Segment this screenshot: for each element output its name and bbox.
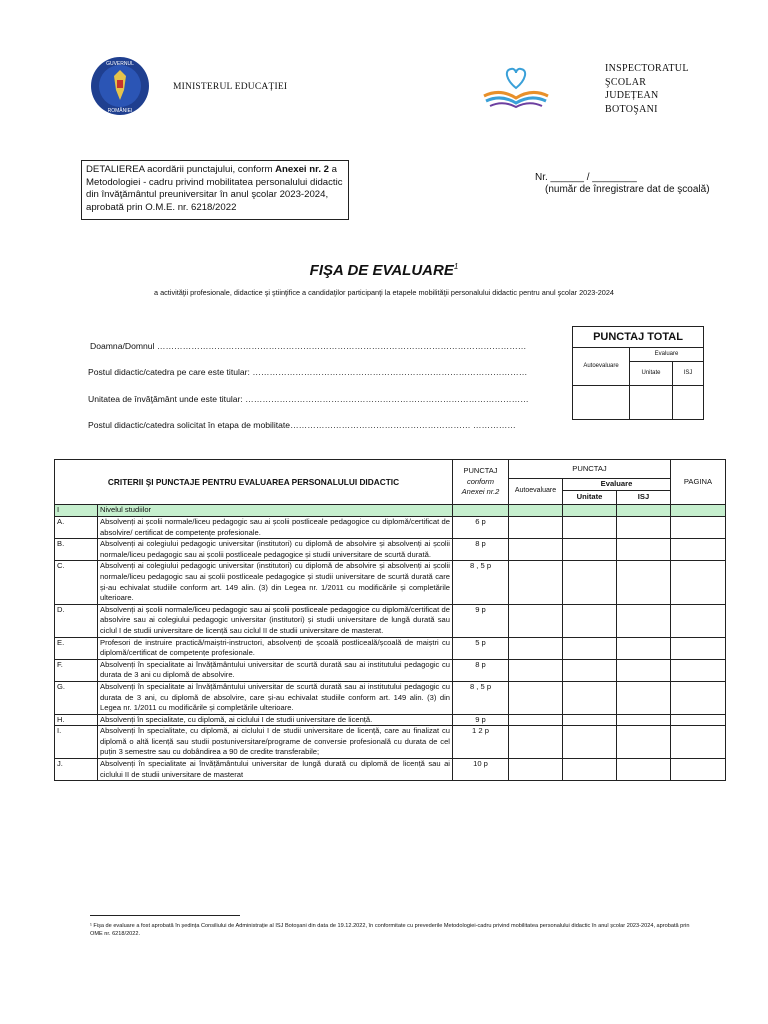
row-text: Absolvenți ai școlii normale/liceu pedagogic sau ai școlii postliceale pedagogice cu diplomă/certificat de absolvire sau ai colegiului pedagogic universitar (institutori) și studii universitare de lungă durată sau ciclul I de studii universitare de licență sau ciclul II de studii universitare de masterat. (98, 604, 453, 637)
section-cell (563, 505, 617, 517)
isj-cell[interactable] (617, 659, 671, 681)
table-row (55, 539, 726, 561)
footnote: ¹ Fișa de evaluare a fost aprobată în ședința Consiliului de Administrație al ISJ Botoșani din data de 19.12.2022, în conformitate cu prevederile Metodologiei-cadru privind mobilitatea personalului didactic în anul școlar 2023-2024, aprobată prin OME nr. 6218/2022. (90, 923, 690, 937)
isj-header: ISJ (617, 491, 671, 505)
page-subtitle: a activităţii profesionale, didactice şi ştiinţifice a candidaţilor participanţi la etapele mobilităţii personalului didactic pentru anul şcolar 2023-2024 (154, 288, 614, 297)
row-text: Absolvenți ai colegiului pedagogic universitar (institutori) cu diplomă de absolvire și absolvenți ai școlii normale/liceu pedagogic sau ai școlii postliceale pedagogice și studii universitare de scurtă durată care și-au echivalat studiile conform art. 149 alin. (3) din Legea nr. 1/2011 cu modificările și completările ulterioare. (98, 561, 453, 604)
field-titular-post: Postul didactic/catedra pe care este titular: …………………………………………………………………………………… (88, 367, 528, 377)
total-autoevaluare-label: Autoevaluare (573, 347, 630, 386)
autoevaluare-cell[interactable] (509, 517, 563, 539)
row-points: 9 p (453, 714, 509, 726)
row-text: Absolvenți ai școlii normale/liceu pedagogic sau ai școlii postliceale pedagogice cu diplomă/certificat de absolvire/ certificat de competențe profesionale. (98, 517, 453, 539)
row-code: G. (55, 681, 98, 714)
detail-box (81, 160, 349, 220)
isj-cell[interactable] (617, 726, 671, 759)
autoevaluare-cell[interactable] (509, 539, 563, 561)
table-row (55, 517, 726, 539)
pagina-cell[interactable] (671, 539, 726, 561)
footnote-separator (90, 915, 240, 916)
inspectorate-line: BOTOŞANI (605, 103, 658, 115)
inspectorate-name (605, 62, 689, 116)
unitate-cell[interactable] (563, 759, 617, 781)
pagina-cell[interactable] (671, 561, 726, 604)
row-text: Absolvenți în specialitate ai învățământului universitar de lungă durată cu diplomă de licență sau ai ciclului II de studii universitare de masterat (98, 759, 453, 781)
row-code: I. (55, 726, 98, 759)
criteria-header: CRITERII ŞI PUNCTAJE PENTRU EVALUAREA PERSONALULUI DIDACTIC (55, 460, 453, 505)
pagina-cell[interactable] (671, 726, 726, 759)
unitate-cell[interactable] (563, 659, 617, 681)
detail-annex: Anexei nr. 2 (275, 164, 329, 175)
row-text: Absolvenți în specialitate ai învățământului universitar de scurtă durată sau ai institutului pedagogic cu durata de 3 ani, cu diplomă de absolvire, care și-au echivalat studiile conform art. 149 alin. (3) din Legea nr. 1/2011 cu modificările și completările ulterioare. (98, 681, 453, 714)
punctaj-conform-header (453, 460, 509, 505)
punctaj-header: PUNCTAJ (509, 460, 671, 479)
punctaj-conform-line: Anexei nr.2 (461, 487, 500, 497)
evaluation-table (54, 459, 726, 781)
section-cell (671, 505, 726, 517)
unitate-cell[interactable] (563, 726, 617, 759)
total-divider (629, 385, 630, 419)
total-score-title: PUNCTAJ TOTAL (573, 327, 703, 348)
isj-cell[interactable] (617, 637, 671, 659)
total-isj-label: ISJ (673, 362, 703, 386)
isj-cell[interactable] (617, 604, 671, 637)
field-requested-post: Postul didactic/catedra solicitat în etapa de mobilitate……………………………………………………… …………… (88, 420, 516, 430)
section-row (55, 505, 726, 517)
row-code: C. (55, 561, 98, 604)
table-row (55, 659, 726, 681)
title-footnote-mark: 1 (453, 262, 459, 271)
page-title (0, 262, 768, 279)
table-row (55, 561, 726, 604)
row-points: 9 p (453, 604, 509, 637)
row-text: Absolvenți în specialitate, cu diplomă, ai ciclului I de studii universitare de licență, care au finalizat cu diplomă o altă licență sau studii postuniversitare/programe de conversie profesională cu durata de cel puțin 3 semestre sau cu dobândirea a 90 de credite transferabile; (98, 726, 453, 759)
svg-text:ROMÂNIEI: ROMÂNIEI (107, 108, 133, 114)
row-text: Absolvenți ai colegiului pedagogic universitar (institutori) cu diplomă de absolvire și absolvenți ai școlii normale/liceu pedagogic sau ai școlii postliceale pedagogice și studii universitare de scurtă durată. (98, 539, 453, 561)
row-points: 5 p (453, 637, 509, 659)
autoevaluare-cell[interactable] (509, 759, 563, 781)
autoevaluare-header: Autoevaluare (509, 479, 563, 505)
punctaj-conform-line: PUNCTAJ (463, 466, 498, 476)
government-logo (90, 56, 150, 116)
pagina-cell[interactable] (671, 681, 726, 714)
svg-text:GUVERNUL: GUVERNUL (106, 61, 134, 67)
detail-suffix: a Metodologiei - cadru privind mobilitatea personalului didactic din învăţământul preuniversitar în anul şcolar 2023-2024, aprobată prin O.M.E. nr. 6218/2022 (86, 164, 343, 213)
row-code: E. (55, 637, 98, 659)
unitate-cell[interactable] (563, 681, 617, 714)
row-code: A. (55, 517, 98, 539)
pagina-cell[interactable] (671, 714, 726, 726)
row-text: Absolvenți în specialitate, cu diplomă, ai ciclului I de studii universitare de licență. (98, 714, 453, 726)
isj-cell[interactable] (617, 681, 671, 714)
inspectorate-line: ŞCOLAR (605, 76, 647, 88)
unitate-cell[interactable] (563, 561, 617, 604)
registration-number: Nr. ______ / ________ (535, 172, 637, 183)
pagina-cell[interactable] (671, 637, 726, 659)
unitate-cell[interactable] (563, 604, 617, 637)
autoevaluare-cell[interactable] (509, 726, 563, 759)
unitate-cell[interactable] (563, 714, 617, 726)
registration-note: (număr de înregistrare dat de şcoală) (545, 184, 710, 195)
field-school-unit: Unitatea de învăţământ unde este titular: ……………………………………………………………………………………… (88, 394, 529, 404)
section-cell (453, 505, 509, 517)
row-points: 10 p (453, 759, 509, 781)
unitate-cell[interactable] (563, 517, 617, 539)
evaluare-header: Evaluare (563, 479, 671, 491)
total-evaluare-label: Evaluare (630, 347, 703, 362)
unitate-cell[interactable] (563, 637, 617, 659)
isj-cell[interactable] (617, 714, 671, 726)
autoevaluare-cell[interactable] (509, 681, 563, 714)
section-cell (509, 505, 563, 517)
inspectorate-logo (480, 66, 552, 110)
isj-cell[interactable] (617, 517, 671, 539)
row-points: 8 , 5 p (453, 681, 509, 714)
row-points: 6 p (453, 517, 509, 539)
row-code: D. (55, 604, 98, 637)
isj-cell[interactable] (617, 539, 671, 561)
ministry-name: MINISTERUL EDUCAȚIEI (173, 82, 288, 92)
table-row (55, 714, 726, 726)
section-cell (617, 505, 671, 517)
row-code: F. (55, 659, 98, 681)
row-text: Profesori de instruire practică/maiștri-instructori, absolvenți de școală postliceală/școală de maiștri cu diplomă/certificat de competențe profesionale. (98, 637, 453, 659)
section-title: Nivelul studiilor (98, 505, 453, 517)
section-code: I (55, 505, 98, 517)
autoevaluare-cell[interactable] (509, 659, 563, 681)
pagina-cell[interactable] (671, 659, 726, 681)
detail-prefix: DETALIEREA acordării punctajului, conform (86, 164, 276, 175)
unitate-header: Unitate (563, 491, 617, 505)
pagina-cell[interactable] (671, 604, 726, 637)
autoevaluare-cell[interactable] (509, 714, 563, 726)
table-row (55, 637, 726, 659)
row-points: 8 , 5 p (453, 561, 509, 604)
row-points: 1 2 p (453, 726, 509, 759)
punctaj-conform-line: conform (466, 476, 495, 486)
row-code: B. (55, 539, 98, 561)
total-divider (672, 385, 673, 419)
total-unitate-label: Unitate (630, 362, 673, 386)
pagina-header: PAGINA (671, 460, 726, 505)
unitate-cell[interactable] (563, 539, 617, 561)
table-row (55, 604, 726, 637)
row-code: H. (55, 714, 98, 726)
row-code: J. (55, 759, 98, 781)
row-points: 8 p (453, 659, 509, 681)
isj-cell[interactable] (617, 759, 671, 781)
inspectorate-line: INSPECTORATUL (605, 63, 689, 74)
total-score-box (572, 326, 704, 420)
autoevaluare-cell[interactable] (509, 637, 563, 659)
autoevaluare-cell[interactable] (509, 561, 563, 604)
table-row (55, 759, 726, 781)
inspectorate-line: JUDEȚEAN (605, 90, 659, 101)
row-text: Absolvenți în specialitate ai învățământului universitar de scurtă durată sau ai institutului pedagogic cu durata de 3 ani cu diplomă de absolvire. (98, 659, 453, 681)
field-name: Doamna/Domnul ………………………………………………………………………………………………………………… (90, 341, 527, 351)
row-points: 8 p (453, 539, 509, 561)
autoevaluare-cell[interactable] (509, 604, 563, 637)
table-row (55, 681, 726, 714)
table-row (55, 726, 726, 759)
pagina-cell[interactable] (671, 517, 726, 539)
pagina-cell[interactable] (671, 759, 726, 781)
isj-cell[interactable] (617, 561, 671, 604)
title-text: FIŞA DE EVALUARE (309, 262, 454, 279)
